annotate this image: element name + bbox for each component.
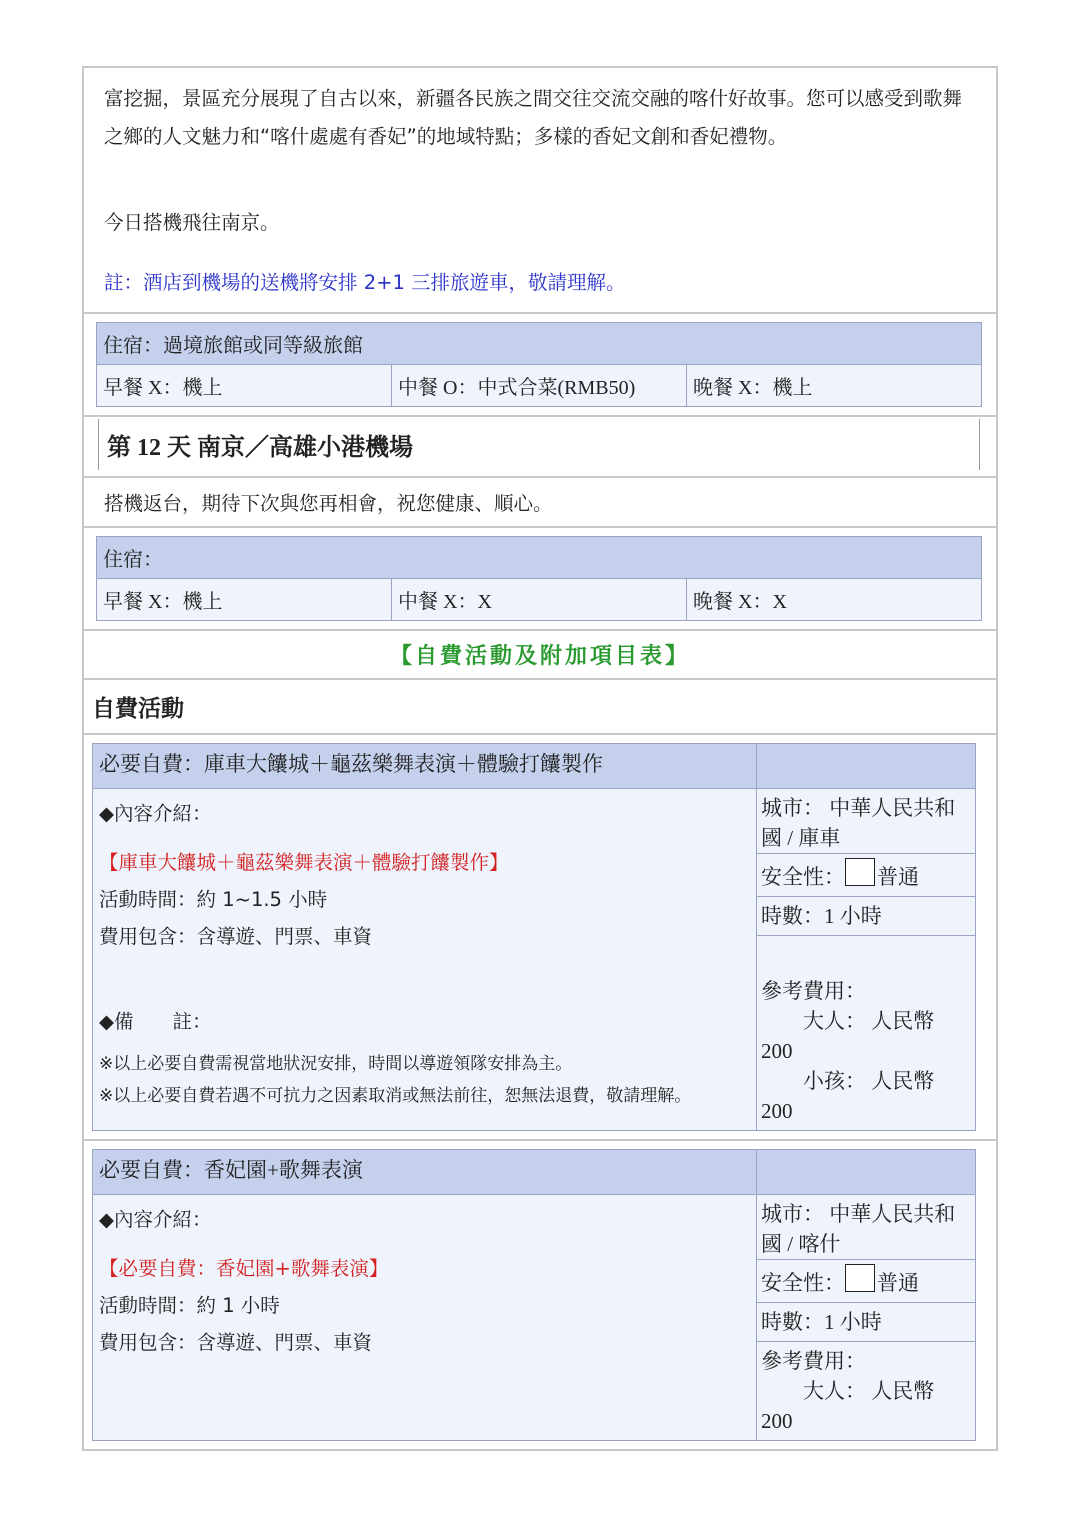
activity-header-blank [757,1150,976,1195]
spacer [99,832,750,844]
meal-table [96,536,982,621]
spacer [99,955,750,1003]
breakfast-cell: 早餐 X：機上 [97,365,392,407]
transfer-note: 註：酒店到機場的送機將安排 2+1 三排旅遊車，敬請理解。 [104,271,626,294]
safety-value: 普通 [877,1271,919,1295]
day-description: 搭機返台，期待下次與您再相會，祝您健康、順心。 [84,478,996,528]
lunch-cell: 中餐 X：X [392,579,687,621]
remark-line: ※以上必要自費若遇不可抗力之因素取消或無法前往，恕無法退費，敬請理解。 [99,1086,692,1106]
content-label: ◆內容介紹： [99,1208,212,1231]
content-label: ◆內容介紹： [99,802,212,825]
remark-line: ※以上必要自費需視當地狀況安排，時間以導遊領隊安排為主。 [99,1054,573,1074]
meal-table [96,322,982,407]
safety-cell [757,854,975,897]
spacer [104,242,976,264]
spacer [99,1238,750,1250]
activity-header: 必要自費：香妃園+歌舞表演 [93,1150,757,1195]
safety-cell [757,1260,975,1303]
fee-label: 參考費用： [761,1349,866,1373]
hours-cell: 時數：1 小時 [757,897,975,936]
meal-lodging-block-1 [84,314,996,417]
activity-info [757,1195,976,1441]
safety-label: 安全性： [761,865,845,889]
activity-header: 必要自費：庫車大饢城＋龜茲樂舞表演＋體驗打饢製作 [93,744,757,789]
itinerary-frame [82,66,998,1451]
activity-name: 【必要自費：香妃園+歌舞表演】 [99,1257,389,1280]
activity-header-blank [757,744,976,789]
lunch-cell: 中餐 O：中式合菜(RMB50) [392,365,687,407]
activity-content [93,1195,757,1441]
spacer [104,156,976,204]
safety-label: 安全性： [761,1271,845,1295]
lodging-cell: 住宿： [97,537,982,579]
activity-name: 【庫車大饢城＋龜茲樂舞表演＋體驗打饢製作】 [99,851,509,874]
spacer [99,1040,750,1048]
adult-fee-label: 大人： 人民幣 [803,1009,935,1033]
child-fee-value: 200 [761,1099,793,1123]
adult-fee-label: 大人： 人民幣 [803,1379,935,1403]
adult-fee-value: 200 [761,1409,793,1433]
city-cell: 城市： 中華人民共和國 / 喀什 [757,1195,975,1260]
activity-duration: 活動時間：約 1 小時 [99,1294,280,1317]
hours-cell: 時數：1 小時 [757,1303,975,1342]
fee-cell [757,1342,975,1440]
remark-label: ◆備 註： [99,1010,212,1033]
city-cell: 城市： 中華人民共和國 / 庫車 [757,789,975,854]
adult-fee-value: 200 [761,1039,793,1063]
day-header [84,417,996,478]
checkbox-icon [845,858,875,886]
activity-block-2 [84,1141,996,1451]
breakfast-cell: 早餐 X：機上 [97,579,392,621]
fee-cell [757,936,975,1130]
safety-value: 普通 [877,865,919,889]
activity-block-1 [84,735,996,1141]
optional-items-banner: 【自費活動及附加項目表】 [84,631,996,680]
activity-includes: 費用包含：含導遊、門票、車資 [99,1331,373,1354]
intro-paragraph: 富挖掘，景區充分展現了自古以來，新疆各民族之間交往交流交融的喀什好故事。您可以感受到歌舞之鄉的人文魅力和“喀什處處有香妃”的地域特點；多樣的香妃文創和香妃禮物。 [104,87,963,148]
activity-includes: 費用包含：含導遊、門票、車資 [99,925,373,948]
lodging-cell: 住宿：過境旅館或同等級旅館 [97,323,982,365]
activity-duration: 活動時間：約 1~1.5 小時 [99,888,328,911]
section-title: 自費活動 [84,680,996,735]
checkbox-icon [845,1264,875,1292]
day-intro [84,68,996,314]
activity-content [93,789,757,1131]
activity-info [757,789,976,1131]
fee-label: 參考費用： [761,979,866,1003]
meal-lodging-block-2 [84,528,996,631]
child-fee-label: 小孩： 人民幣 [803,1069,935,1093]
activity-table [92,1149,976,1441]
dinner-cell: 晚餐 X：機上 [687,365,982,407]
dinner-cell: 晚餐 X：X [687,579,982,621]
flight-note: 今日搭機飛往南京。 [104,211,280,234]
activity-table [92,743,976,1131]
day-title: 第 12 天 南京／高雄小港機場 [98,419,980,470]
